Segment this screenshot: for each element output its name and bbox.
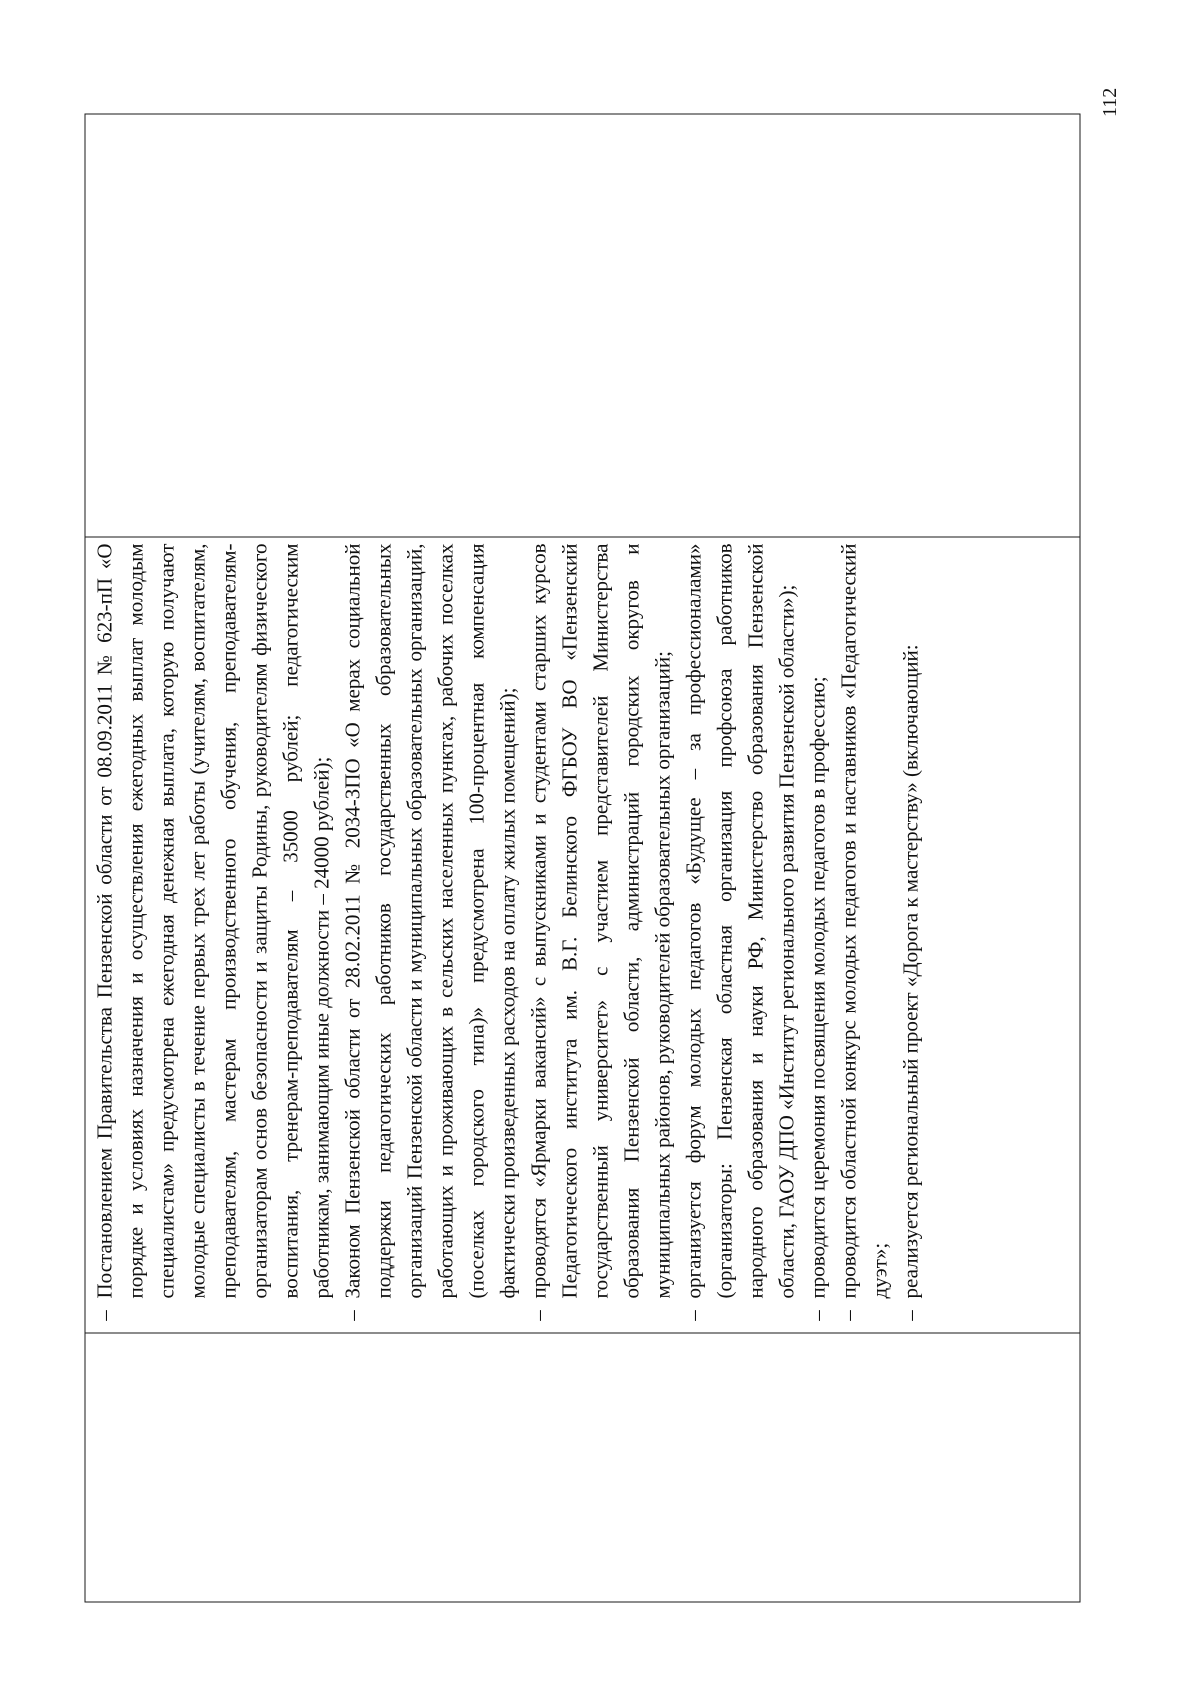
list-item-text: проводится областной конкурс молодых педагогов и наставников «Педагогический дуэт»;	[836, 543, 891, 1299]
list-dash: –	[92, 1310, 116, 1321]
list-dash: –	[526, 1310, 550, 1321]
table-cell-measures	[85, 537, 1079, 1333]
document-table	[84, 114, 1080, 1603]
page-number: 112	[1099, 87, 1121, 117]
list-dash: –	[681, 1310, 705, 1321]
list-item	[523, 544, 678, 1333]
list-dash: –	[805, 1310, 829, 1321]
table-cell-left	[85, 1333, 1079, 1602]
list-item-text: Законом Пензенской области от 28.02.2011 № 2034-ЗПО «О мерах социальной поддержки педагогических работников государственных образовательных организаций Пензенской области и муниципальных образовательных организаций, работающих и проживающих в сельских населенных пунктах, рабочих поселках (поселках городского типа)» предусмотрена 100-процентная компенсация фактически произведенных расходов на оплату жилых помещений);	[340, 543, 519, 1299]
list-item	[895, 544, 926, 1333]
list-item	[337, 544, 523, 1333]
list-dash: –	[836, 1310, 860, 1321]
list-item-text: Постановлением Правительства Пензенской области от 08.09.2011 № 623-пП «О порядке и условиях назначения и осуществления ежегодных выплат молодым специалистам» предусмотрена ежегодная денежная выплата, которую получают молодые специалисты в течение первых трех лет работы (учителям, воспитателям, преподавателям, мастерам производственного обучения, преподавателям-организаторам основ безопасности и защиты Родины, руководителям физического воспитания, тренерам-преподавателям – 35000 рублей; педагогическим работникам, занимающим иные должности – 24000 рублей);	[92, 543, 333, 1299]
list-item	[833, 544, 895, 1333]
table-cell-right	[85, 115, 1079, 537]
list-item	[89, 544, 337, 1333]
list-item	[802, 544, 833, 1333]
list-item-text: реализуется региональный проект «Дорога к мастерству» (включающий:	[898, 644, 922, 1299]
list-item	[678, 544, 802, 1333]
list-dash: –	[898, 1310, 922, 1321]
list-item-text: проводится церемония посвящения молодых педагогов в профессию;	[805, 676, 829, 1299]
list-dash: –	[340, 1310, 364, 1321]
list-item-text: организуется форум молодых педагогов «Будущее – за профессионалами» (организаторы: Пензенская областная организация профсоюза работников народного образования и науки РФ, Министерство образования Пензенской области, ГАОУ ДПО «Институт регионального развития Пензенской области»);	[681, 543, 798, 1299]
list-item-text: проводятся «Ярмарки вакансий» с выпускниками и студентами старших курсов Педагогического института им. В.Г. Белинского ФГБОУ ВО «Пензенский государственный университет» с участием представителей Министерства образования Пензенской области, администраций городских округов и муниципальных районов, руководителей образовательных организаций;	[526, 543, 674, 1299]
